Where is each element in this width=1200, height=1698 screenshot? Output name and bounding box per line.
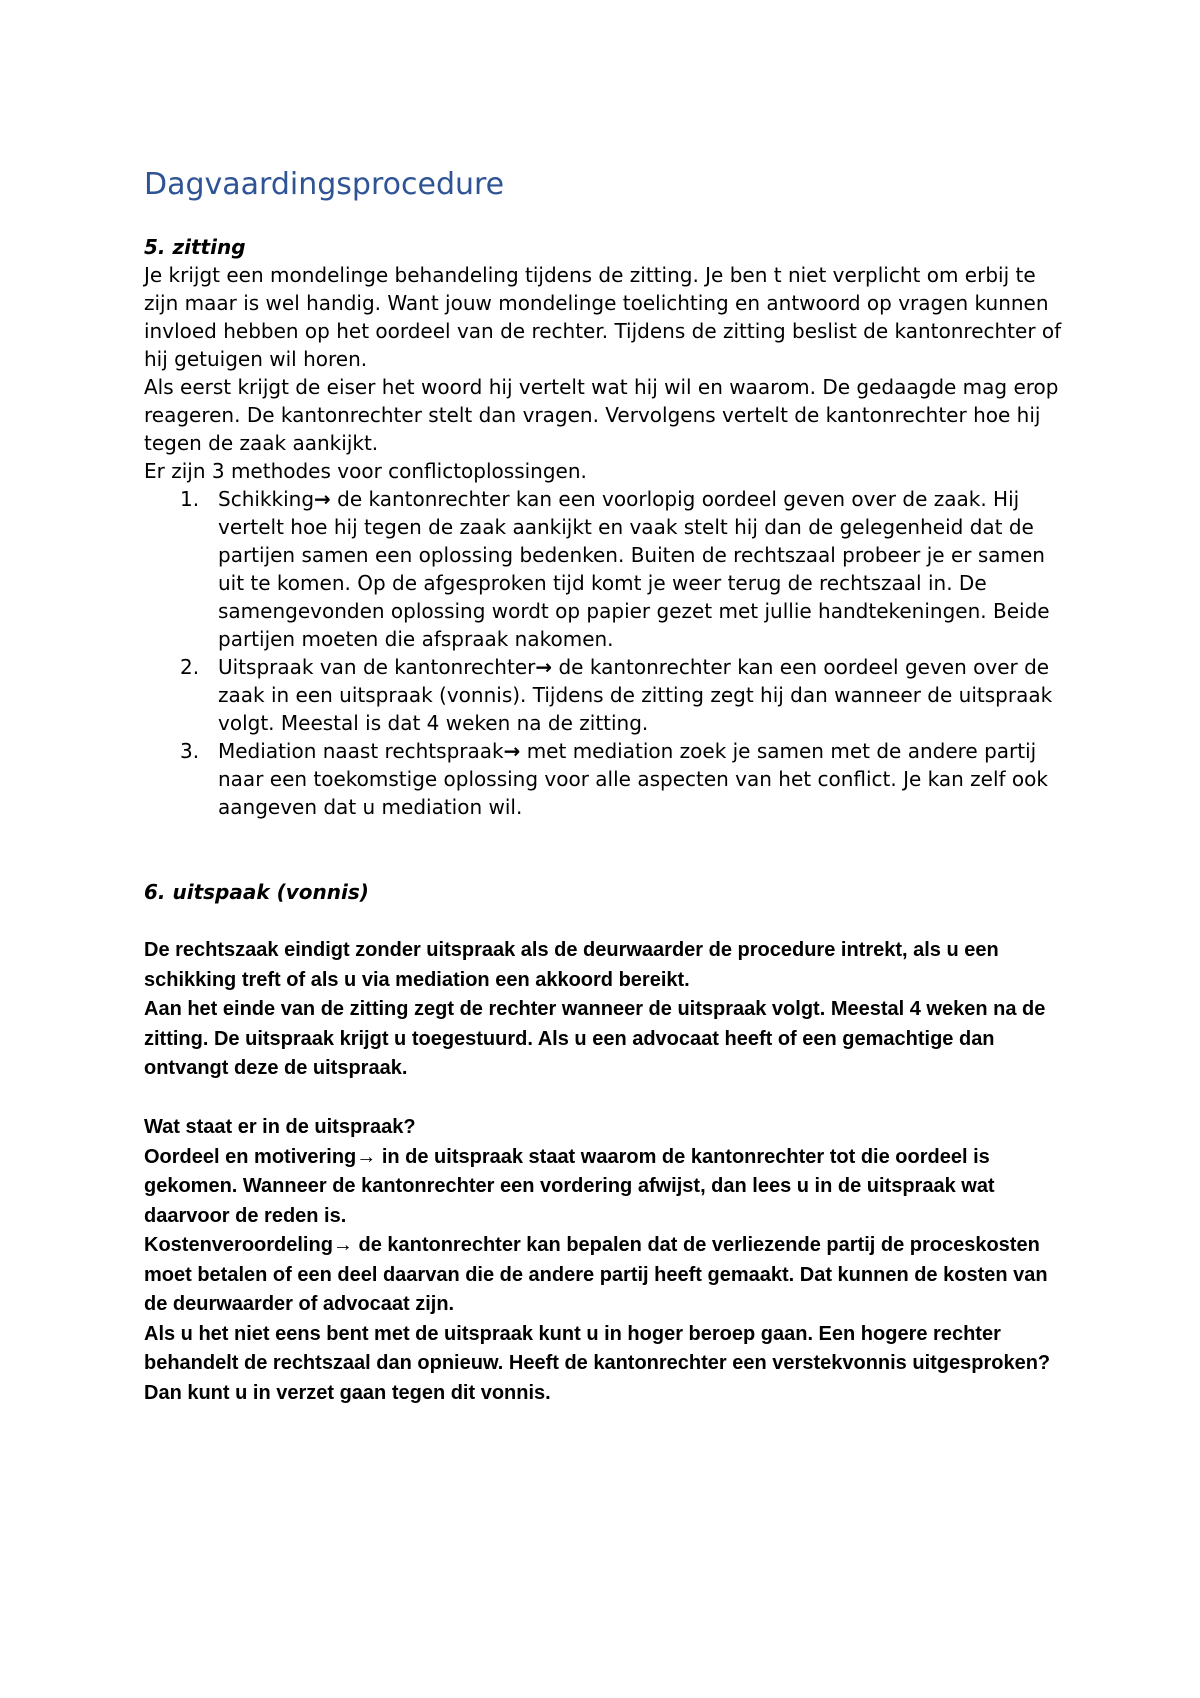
paragraph-oordeel [144,1143,1074,1232]
list-number: 3. [180,739,200,763]
arrow-right-icon: → [314,487,331,511]
list-item [144,653,1074,737]
list-number: 1. [180,487,200,511]
list-term: Uitspraak van de kantonrechter [218,655,536,679]
section-zitting [144,233,1074,821]
list-term: Schikking [218,487,315,511]
list-text: de kantonrechter kan een voorlopig oordeel geven over de zaak. Hij vertelt hoe hij tegen de zaak aankijkt en vaak stelt hij dan de gelegenheid dat de partijen samen een oplossing bedenken. Buiten de rechtszaal probeer je er samen uit te komen. Op de afgesproken tijd komt je weer terug de rechtszaal in. De samengevonden oplossing wordt op papier gezet met jullie handtekeningen. Beide partijen moeten die afspraak nakomen. [218,487,1050,651]
subheading-question: Wat staat er in de uitspraak? [144,1116,416,1138]
text-oordeel: in de uitspraak staat waarom de kantonrechter tot die oordeel is gekomen. Wanneer de kantonrechter een vordering afwijst, dan lees u in de uitspraak wat daarvoor de reden is. [144,1145,995,1227]
paragraph-kosten [144,1231,1074,1320]
paragraph: Aan het einde van de zitting zegt de rechter wanneer de uitspraak volgt. Meestal 4 weken na de zitting. De uitspraak krijgt u toegestuurd. Als u een advocaat heeft of een gemachtige dan ontvangt deze de uitspraak. [144,998,1046,1079]
list-number: 2. [180,655,200,679]
arrow-right-icon: → [503,739,521,763]
list-text: met mediation zoek je samen met de andere partij naar een toekomstige oplossing voor alle aspecten van het conflict. Je kan zelf ook aangeven dat u mediation wil. [218,739,1048,819]
paragraph: Je krijgt een mondelinge behandeling tijdens de zitting. Je ben t niet verplicht om erbij te zijn maar is wel handig. Want jouw mondelinge toelichting en antwoord op vragen kunnen invloed hebben op het oordeel van de rechter. Tijdens de zitting beslist de kantonrechter of hij getuigen wil horen. [144,263,1062,371]
section-uitspraak [144,936,1074,1408]
list-text: de kantonrechter kan een oordeel geven over de zaak in een uitspraak (vonnis). Tijdens de zitting zegt hij dan wanneer de uitspraak volgt. Meestal is dat 4 weken na de zitting. [218,655,1053,735]
paragraph: Als u het niet eens bent met de uitspraak kunt u in hoger beroep gaan. Een hogere rechter behandelt de rechtszaal dan opnieuw. Heeft de kantonrechter een verstekvonnis uitgesproken? Dan kunt u in verzet gaan tegen dit vonnis. [144,1322,1051,1404]
term-kosten: Kostenveroordeling [144,1234,333,1256]
page-title: Dagvaardingsprocedure [144,167,505,202]
list-item [144,737,1074,821]
arrow-right-icon: → [332,1234,353,1256]
text-kosten: de kantonrechter kan bepalen dat de verliezende partij de proceskosten moet betalen of een deel daarvan die de andere partij heeft gemaakt. Dat kunnen de kosten van de deurwaarder of advocaat zijn. [144,1234,1048,1315]
term-oordeel: Oordeel en motivering [144,1145,357,1168]
arrow-right-icon: → [356,1145,377,1168]
arrow-right-icon: → [535,655,553,679]
paragraph: Als eerst krijgt de eiser het woord hij vertelt wat hij wil en waarom. De gedaagde mag erop reageren. De kantonrechter stelt dan vragen. Vervolgens vertelt de kantonrechter hoe hij tegen de zaak aankijkt. [144,375,1059,455]
spacer [144,1084,1074,1114]
list-item [144,485,1074,653]
paragraph: De rechtszaak eindigt zonder uitspraak als de deurwaarder de procedure intrekt, als u een schikking treft of als u via mediation een akkoord bereikt. [144,939,999,991]
methods-list [144,485,1074,821]
section-heading-zitting: 5. zitting [144,235,246,259]
list-term: Mediation naast rechtspraak [218,739,504,763]
section-heading-uitspraak: 6. uitspaak (vonnis) [144,880,369,904]
paragraph: Er zijn 3 methodes voor conflictoplossingen. [144,459,587,483]
